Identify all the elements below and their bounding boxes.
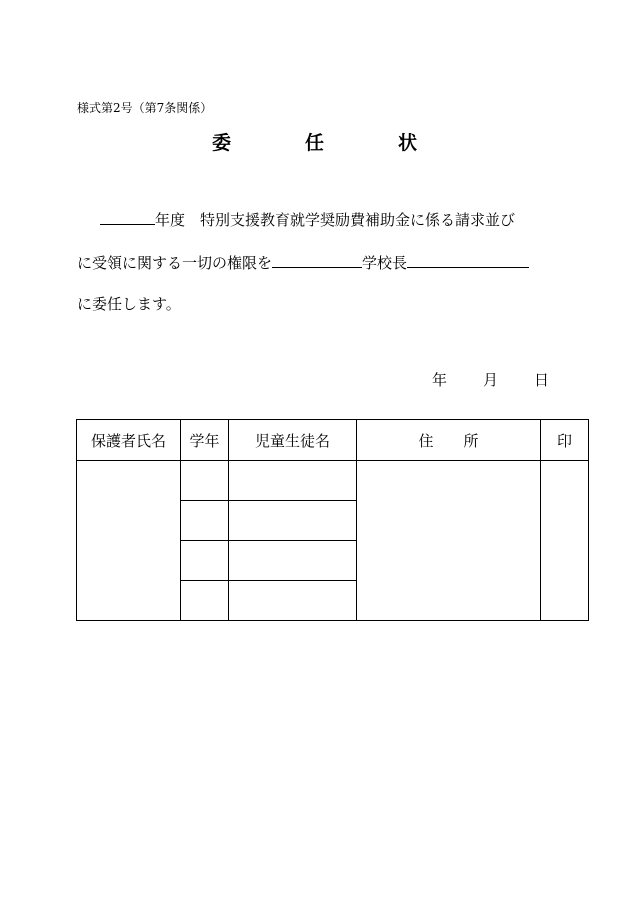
title-char-1: 委	[212, 132, 232, 154]
grade-cell-4[interactable]	[181, 581, 229, 621]
title-char-2: 任	[305, 132, 325, 154]
student-name-cell-4[interactable]	[229, 581, 357, 621]
body-line-2-text: に受領に関する一切の権限を	[77, 254, 273, 272]
student-name-cell-3[interactable]	[229, 541, 357, 581]
school-principal-label: 学校長	[362, 254, 408, 272]
guardian-name-cell[interactable]	[77, 461, 181, 621]
body-line-1	[100, 209, 515, 230]
header-address: 住 所	[357, 420, 541, 461]
school-name-blank[interactable]	[272, 252, 362, 268]
principal-name-blank[interactable]	[407, 252, 529, 268]
header-guardian-name: 保護者氏名	[77, 420, 181, 461]
student-name-cell-1[interactable]	[229, 461, 357, 501]
grade-cell-2[interactable]	[181, 501, 229, 541]
header-grade: 学年	[181, 420, 229, 461]
table-row	[77, 461, 589, 501]
body-line-1-text: 年度 特別支援教育就学奨励費補助金に係る請求並び	[155, 211, 516, 229]
grade-cell-1[interactable]	[181, 461, 229, 501]
title-char-3: 状	[398, 132, 418, 154]
table-header-row	[77, 420, 589, 461]
form-number: 様式第2号（第7条関係）	[77, 101, 213, 115]
header-student-name: 児童生徒名	[229, 420, 357, 461]
date-year-label: 年	[432, 371, 448, 389]
guardian-table	[76, 419, 589, 621]
grade-cell-3[interactable]	[181, 541, 229, 581]
date-day-label: 日	[534, 371, 550, 389]
seal-cell[interactable]	[541, 461, 589, 621]
body-line-3: に委任します。	[77, 295, 181, 313]
fiscal-year-blank[interactable]	[100, 209, 155, 225]
address-cell[interactable]	[357, 461, 541, 621]
body-line-2	[77, 252, 529, 273]
date-month-label: 月	[483, 371, 499, 389]
header-seal: 印	[541, 420, 589, 461]
student-name-cell-2[interactable]	[229, 501, 357, 541]
